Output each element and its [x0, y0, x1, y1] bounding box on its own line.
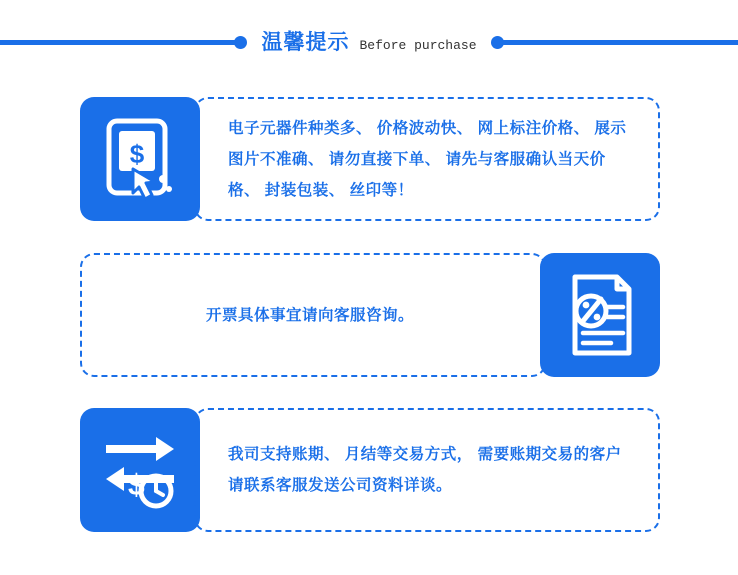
page-header — [0, 0, 738, 70]
tip-text-1: 电子元器件种类多、 价格波动快、 网上标注价格、 展示图片不准确、 请勿直接下单、 请先与客服确认当天价格、 封装包装、 丝印等！ — [228, 119, 627, 199]
tip-text-2: 开票具体事宜请向客服咨询。 — [205, 306, 414, 324]
payment-term-clock-icon — [80, 408, 200, 532]
tip-text-box-3 — [194, 408, 660, 532]
svg-text:$: $ — [128, 469, 145, 502]
price-tag-tap-icon — [80, 97, 200, 221]
page-title: 温馨提示 — [261, 31, 350, 54]
tip-text-3: 我司支持账期、 月结等交易方式， 需要账期交易的客户请联系客服发送公司资料详谈。 — [228, 446, 622, 494]
tip-text-box-1 — [194, 97, 660, 221]
invoice-percent-icon — [540, 253, 660, 377]
tip-text-box-2 — [80, 253, 546, 377]
svg-text:$: $ — [129, 139, 145, 169]
tip-section-3 — [80, 408, 660, 532]
tip-section-2 — [80, 253, 660, 377]
tip-section-1 — [80, 97, 660, 221]
page-subtitle: Before purchase — [359, 38, 477, 53]
header-titles — [0, 26, 738, 56]
